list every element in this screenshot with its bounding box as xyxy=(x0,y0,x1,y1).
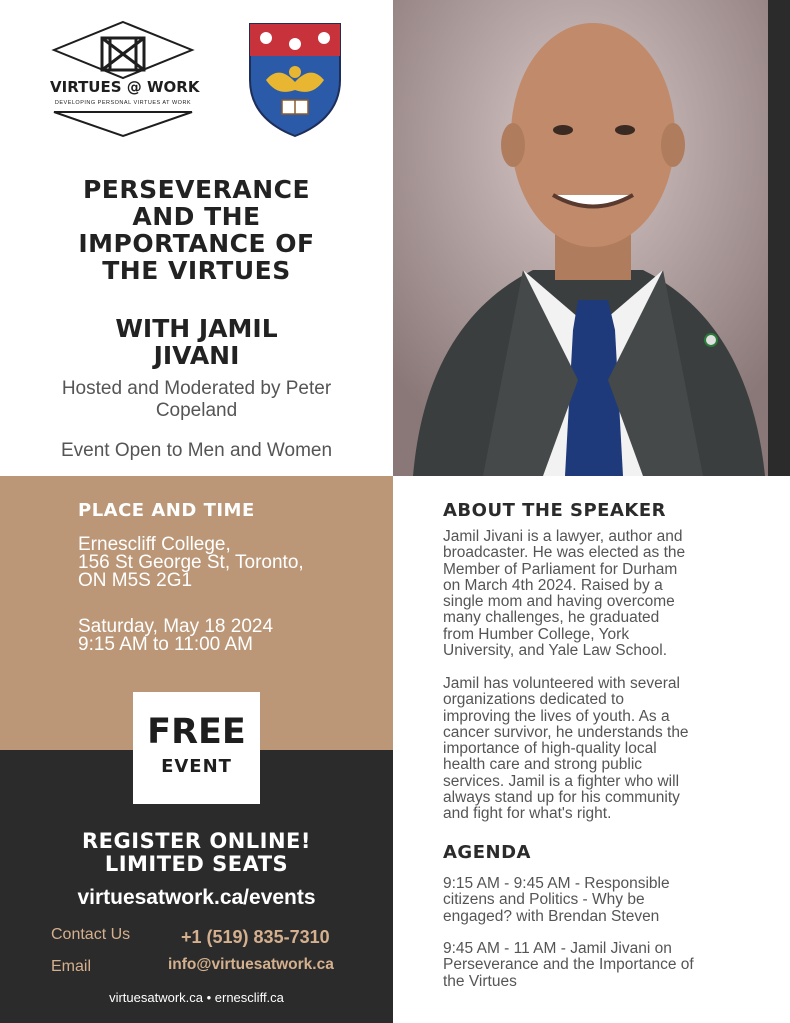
speaker-subtitle: WITH JAMIL JIVANI xyxy=(115,314,278,370)
contact-label: Contact Us xyxy=(51,926,131,943)
place-heading: PLACE AND TIME xyxy=(78,500,255,521)
college-crest-icon xyxy=(246,20,344,138)
email-link[interactable]: info@virtuesatwork.ca xyxy=(168,956,334,973)
agenda-item-2: 9:45 AM - 11 AM - Jamil Jivani on Perseverance and the Importance of the Virtues xyxy=(443,940,694,990)
logo-name: VIRTUES @ WORK xyxy=(50,78,200,96)
agenda-heading: AGENDA xyxy=(443,842,531,863)
register-heading: REGISTER ONLINE! LIMITED SEATS xyxy=(82,829,311,876)
about-paragraph-1: Jamil Jivani is a lawyer, author and broadcaster. He was elected as the Member of Parliament for Durham on March 4th 2024. Raised by a single mom and having overcome many challenges, he graduated from Humber College, York University, and Yale Law School. xyxy=(443,528,686,660)
event-title: PERSEVERANCE AND THE IMPORTANCE OF THE VIRTUES xyxy=(78,175,315,285)
about-heading: ABOUT THE SPEAKER xyxy=(443,500,667,521)
address: Ernescliff College, 156 St George St, Toronto, ON M5S 2G1 xyxy=(78,534,304,591)
free-event-badge xyxy=(133,692,260,804)
agenda-item-1: 9:15 AM - 9:45 AM - Responsible citizens and Politics - Why be engaged? with Brendan Steven xyxy=(443,875,670,925)
footer-links[interactable]: virtuesatwork.ca • ernescliff.ca xyxy=(109,990,284,1005)
speaker-photo xyxy=(393,0,790,476)
date-time: Saturday, May 18 2024 9:15 AM to 11:00 AM xyxy=(78,616,274,655)
email-label: Email xyxy=(51,958,92,975)
virtues-at-work-logo xyxy=(50,20,200,138)
host-text: Hosted and Moderated by Peter Copeland xyxy=(61,378,332,421)
register-link[interactable]: virtuesatwork.ca/events xyxy=(77,886,316,909)
open-notice: Event Open to Men and Women xyxy=(60,440,333,461)
free-word: FREE xyxy=(147,712,246,752)
about-paragraph-2: Jamil has volunteered with several organizations dedicated to improving the lives of youth. As a cancer survivor, he understands the importance of high-quality local health care and strong public services. Jamil is a fighter who will always stand up for his community and fight for what's right. xyxy=(443,675,689,823)
phone-number[interactable]: +1 (519) 835-7310 xyxy=(181,927,330,947)
event-word: EVENT xyxy=(161,756,232,777)
logo-tagline: DEVELOPING PERSONAL VIRTUES AT WORK xyxy=(54,100,192,106)
